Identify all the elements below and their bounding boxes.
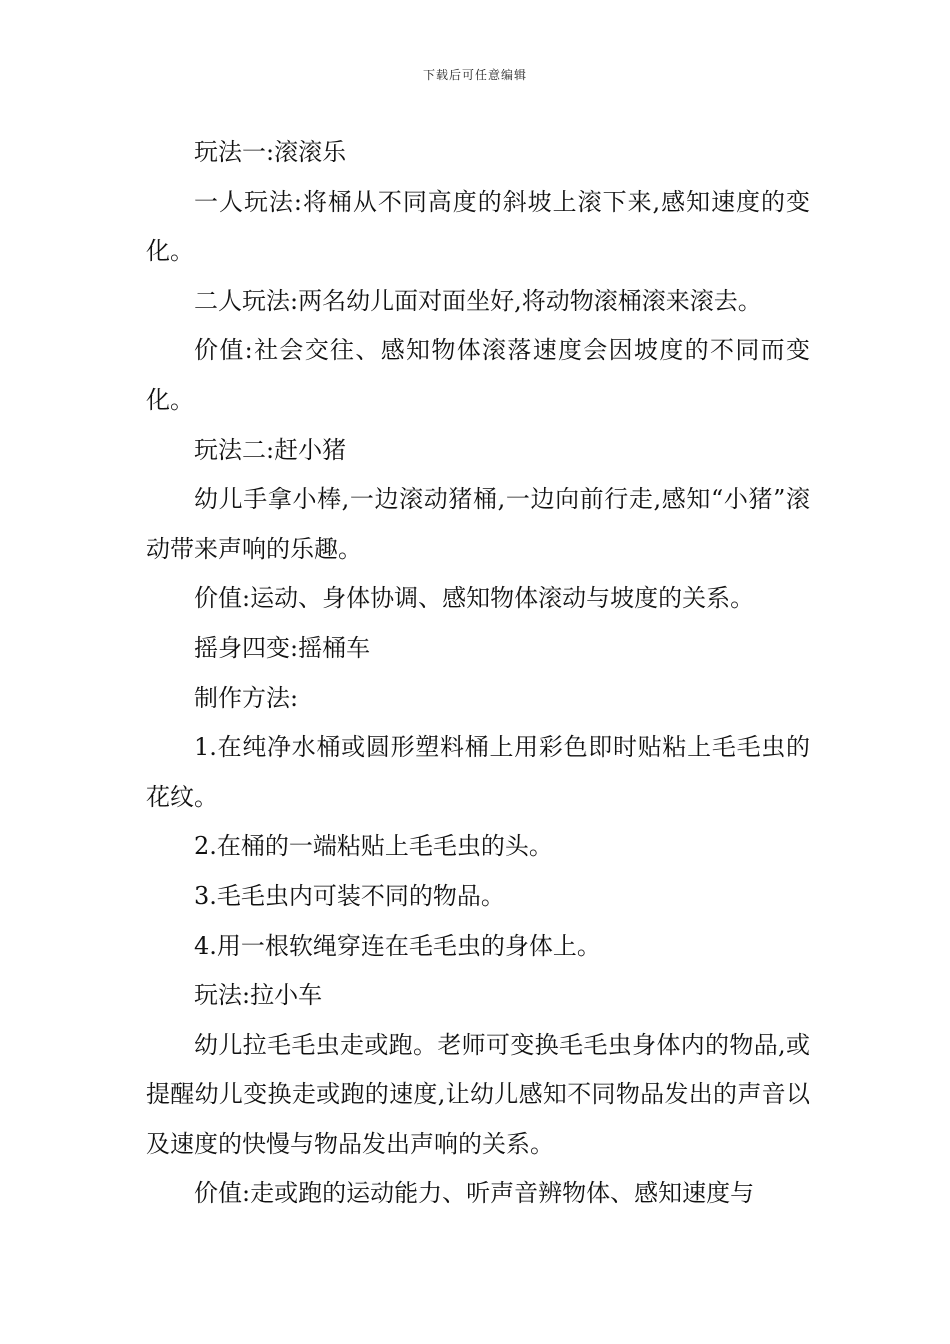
paragraph-single-player: 一人玩法:将桶从不同高度的斜坡上滚下来,感知速度的变化。 [146,187,810,266]
step-two: 2.在桶的一端粘贴上毛毛虫的头。 [194,832,553,861]
paragraph-value-one: 价值:社会交往、感知物体滚落速度会因坡度的不同而变化。 [146,336,810,414]
heading-rocking-cart: 摇身四变:摇桶车 [194,633,371,662]
heading-game-one: 玩法一:滚滚乐 [194,138,347,166]
step-four: 4.用一根软绳穿连在毛毛虫的身体上。 [194,931,601,960]
paragraph-value-three: 价值:走或跑的运动能力、听声音辨物体、感知速度与 [194,1179,755,1208]
paragraph-two-players: 二人玩法:两名幼儿面对面坐好,将动物滚桶滚来滚去。 [194,286,762,315]
page-header: 下载后可任意编辑 [422,68,527,82]
paragraph-value-two: 价值:运动、身体协调、感知物体滚动与坡度的关系。 [194,584,755,613]
document-body [146,128,810,1219]
paragraph-pull-cart: 幼儿拉毛毛虫走或跑。老师可变换毛毛虫身体内的物品,或提醒幼儿变换走或跑的速度,让幼儿感知不同物品发出的声音以及速度的快慢与物品发出声响的关系。 [146,1030,810,1158]
heading-making-method: 制作方法: [194,683,299,712]
paragraph-piglet-game: 幼儿手拿小棒,一边滚动猪桶,一边向前行走,感知“小猪”滚动带来声响的乐趣。 [146,485,810,563]
step-three: 3.毛毛虫内可装不同的物品。 [194,881,505,910]
heading-game-two: 玩法二:赶小猪 [194,435,347,464]
heading-pull-cart: 玩法:拉小车 [194,981,323,1010]
step-one: 1.在纯净水桶或圆形塑料桶上用彩色即时贴粘上毛毛虫的花纹。 [146,733,810,811]
